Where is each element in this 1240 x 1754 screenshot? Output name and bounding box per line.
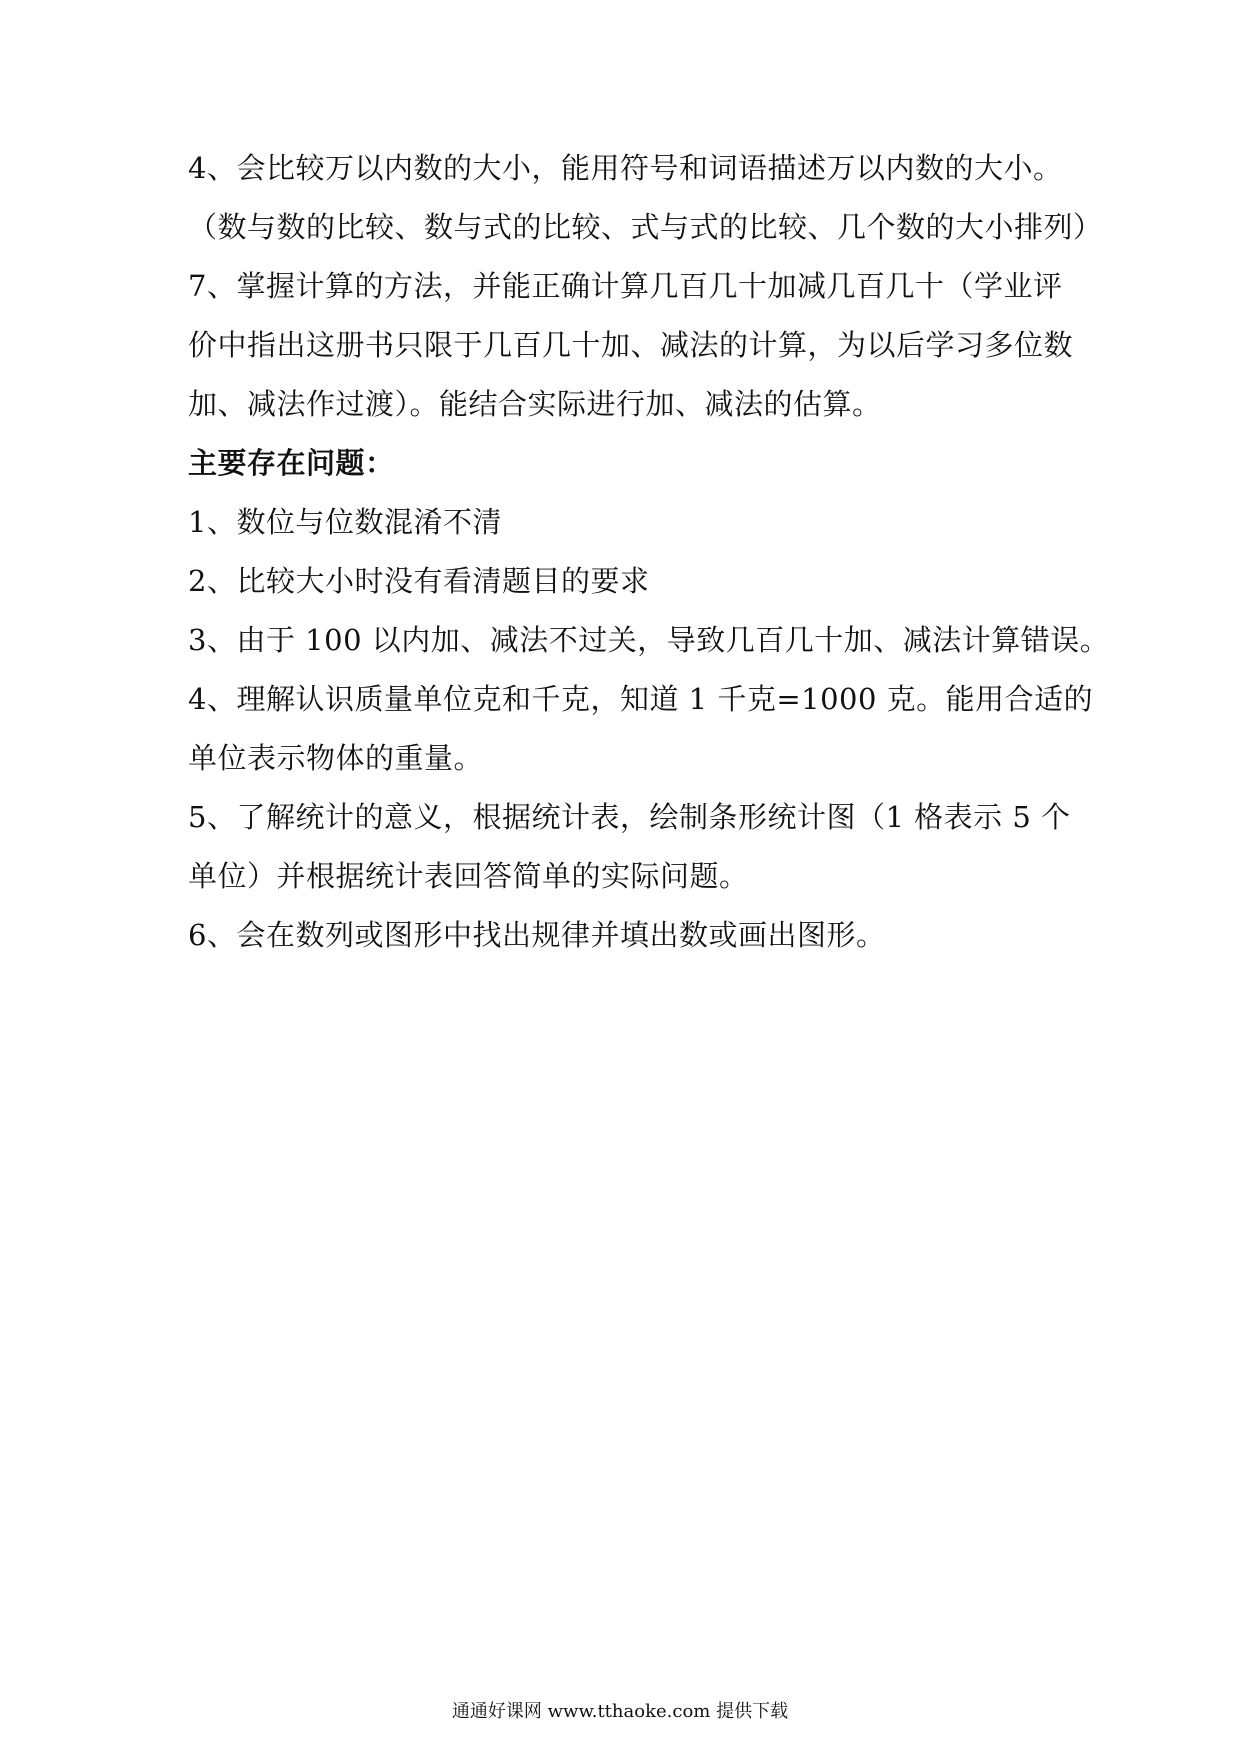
section-heading: 主要存在问题： (188, 446, 395, 480)
paragraph-line: 价中指出这册书只限于几百几十加、减法的计算，为以后学习多位数 (188, 328, 1074, 362)
paragraph-line: 7、掌握计算的方法，并能正确计算几百几十加减几百几十（学业评 (188, 269, 1063, 303)
list-item: 2、比较大小时没有看清题目的要求 (188, 564, 650, 598)
list-item-continuation: 单位）并根据统计表回答简单的实际问题。 (188, 859, 749, 893)
list-item: 5、了解统计的意义，根据统计表，绘制条形统计图（1 格表示 5 个 (188, 800, 1071, 834)
paragraph-line: 加、减法作过渡）。能结合实际进行加、减法的估算。 (188, 387, 882, 421)
paragraph-line: 4、会比较万以内数的大小，能用符号和词语描述万以内数的大小。 (188, 151, 1063, 185)
list-item: 6、会在数列或图形中找出规律并填出数或画出图形。 (188, 918, 886, 952)
list-item: 4、理解认识质量单位克和千克，知道 1 千克=1000 克。能用合适的 (188, 682, 1094, 716)
list-item: 3、由于 100 以内加、减法不过关，导致几百几十加、减法计算错误。 (188, 623, 1110, 657)
list-item-continuation: 单位表示物体的重量。 (188, 741, 484, 775)
page-footer: 通通好课网 www.tthaoke.com 提供下载 (451, 1701, 789, 1722)
list-item: 1、数位与位数混淆不清 (188, 505, 502, 539)
paragraph-line: （数与数的比较、数与式的比较、式与式的比较、几个数的大小排列） (188, 210, 1103, 244)
